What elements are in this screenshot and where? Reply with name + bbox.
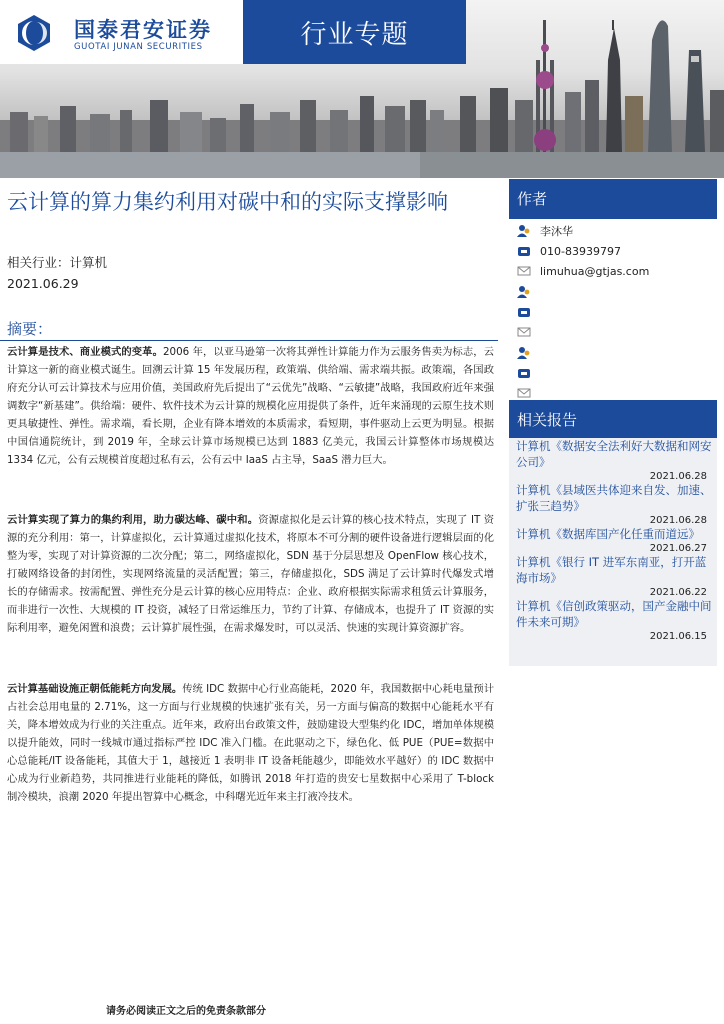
- empty-author-slot: [517, 344, 540, 362]
- person-icon: [517, 224, 531, 238]
- phone-icon: [517, 305, 531, 319]
- related-report-date: 2021.06.28: [649, 515, 707, 526]
- brand-name-cn: 国泰君安证券: [74, 18, 212, 42]
- related-report-title[interactable]: 计算机《数据安全法利好大数据和网安公司》: [516, 439, 712, 469]
- logo-area: [0, 0, 243, 64]
- email-icon: [517, 325, 531, 339]
- abstract-heading: 摘要：: [7, 320, 53, 338]
- related-report-item[interactable]: [516, 554, 716, 598]
- related-report-item[interactable]: [516, 482, 716, 526]
- empty-phone-slot: [517, 303, 540, 321]
- person-icon: [517, 285, 531, 299]
- paragraph-lead: 云计算是技术、商业模式的变革。: [7, 346, 163, 358]
- related-report-date: 2021.06.15: [649, 631, 707, 642]
- related-report-title[interactable]: 计算机《县域医共体迎来自发、加速、扩张三趋势》: [516, 483, 712, 513]
- abstract-paragraph-2: [7, 511, 494, 637]
- report-type-banner: [243, 0, 466, 64]
- paragraph-body: 2006 年，以亚马逊第一次将其弹性计算能力作为云服务售卖为标志，云计算这一新的商业模式诞生。回溯云计算 15 年发展历程，政策端、供给端、需求端共振。政策端，各国政府充分认可云计算技术与应用价值，美国政府先后提出了“云优先”战略、“云敏捷”战略，我国政府近年来强调数字“新基建”。供给端：硬件、软件技术为云计算的规模化应用提供了条件，近年来涌现的云原生技术则更具敏捷性、弹性。需求端，看长期，企业有降本增效的本质需求，看短期，事件驱动上云更为明显。根据中国信通院统计，到 2019 年，全球云计算市场规模已达到 1883 亿美元，我国云计算整体市场规模达 1334 亿元，公有云规模首度超过私有云，公有云中 IaaS 占主导，SaaS 潜力巨大。: [7, 346, 495, 466]
- related-report-title[interactable]: 计算机《信创政策驱动，国产金融中间件未来可期》: [516, 599, 712, 629]
- industry-line: 相关行业：计算机: [7, 255, 108, 270]
- related-report-date: 2021.06.22: [649, 587, 707, 598]
- author-name: 李沐华: [540, 225, 573, 238]
- report-title: 云计算的算力集约利用对碳中和的实际支撑影响: [7, 190, 448, 214]
- paragraph-body: 资源虚拟化是云计算的核心技术特点，实现了 IT 资源的充分利用：第一，计算虚拟化，云计算通过虚拟化技术，将原本不可分割的硬件设备进行逻辑层面的化整为零，实现了对计算资源的二次分配；第二，网络虚拟化，SDN 基于分层思想及 OpenFlow 核心技术，打破网络设备的封闭性，实现网络流量的灵活配置；第三，存储虚拟化，SDS 满足了云计算时代爆发式增长的存储需求。按需配置、弹性充分是云计算的核心应用特点：企业、政府根据实际需求租赁云计算服务，而非进行一次性、大规模的 IT 投资，减轻了日常运维压力，节约了计算、存储成本，也提升了 IT 资源的实际利用率，避免闲置和浪费；云计算扩展性强，在需求爆发时，可以灵活、快速的实现计算资源扩容。: [7, 514, 495, 634]
- related-reports-list: [509, 438, 717, 666]
- phone-icon: [517, 244, 531, 258]
- author-email-row[interactable]: [517, 262, 649, 280]
- related-report-title[interactable]: 计算机《银行 IT 进军东南亚，打开蓝海市场》: [516, 555, 707, 585]
- abstract-paragraph-1: [7, 343, 494, 469]
- related-report-date: 2021.06.27: [649, 543, 707, 554]
- author-heading: 作者: [509, 179, 717, 219]
- empty-phone-slot: [517, 364, 540, 382]
- report-type-label: 行业专题: [300, 20, 409, 50]
- email-icon: [517, 386, 531, 400]
- author-email[interactable]: limuhua@gtjas.com: [540, 264, 650, 278]
- brand-name-en: GUOTAI JUNAN SECURITIES: [74, 42, 203, 52]
- related-report-date: 2021.06.28: [649, 471, 707, 482]
- disclaimer-note: 请务必阅读正文之后的免责条款部分: [106, 1006, 266, 1017]
- abstract-paragraph-3: [7, 680, 494, 806]
- related-report-title[interactable]: 计算机《数据库国产化任重而道远》: [516, 527, 700, 541]
- person-icon: [517, 346, 531, 360]
- empty-author-slot: [517, 283, 540, 301]
- paragraph-lead: 云计算实现了算力的集约利用，助力碳达峰、碳中和。: [7, 514, 259, 526]
- author-name-row: [517, 222, 573, 240]
- related-report-item[interactable]: [516, 598, 716, 642]
- paragraph-body: 传统 IDC 数据中心行业高能耗，2020 年，我国数据中心耗电量预计占社会总用电量的 2.71%，这一方面与行业规模的快速扩张有关，另一方面与偏高的数据中心能耗水平有关，降本增效成为行业的关注重点。近年来，政府出台政策文件，鼓励建设大型集约化 IDC，增加单体规模以提升能效，同时一线城市通过指标严控 IDC 准入门槛。在此驱动之下，绿色化、低 PUE（PUE=数据中心总能耗/IT 设备能耗，其值大于 1，越接近 1 表明非 IT 设备耗能越少，即能效水平越好）的 IDC 数据中心成为行业新趋势，共同推进行业能耗的降低，如腾讯 2018 年打造的贵安七星数据中心采用了 T-block 制冷模块，浪潮 2020 年提出智算中心概念，中科曙光近年来主打液冷技术。: [7, 683, 494, 803]
- related-report-item[interactable]: [516, 438, 716, 482]
- related-reports-heading: 相关报告: [509, 400, 717, 438]
- phone-icon: [517, 366, 531, 380]
- paragraph-lead: 云计算基础设施正朝低能耗方向发展。: [7, 683, 183, 695]
- abstract-divider: [0, 340, 498, 341]
- email-icon: [517, 264, 531, 278]
- report-date: 2021.06.29: [7, 276, 79, 291]
- guotai-junan-logo-icon: [14, 13, 54, 53]
- author-phone-row: [517, 242, 621, 260]
- related-report-item[interactable]: [516, 526, 716, 554]
- author-phone: 010-83939797: [540, 244, 621, 258]
- report-header: [0, 0, 724, 178]
- empty-email-slot: [517, 323, 540, 341]
